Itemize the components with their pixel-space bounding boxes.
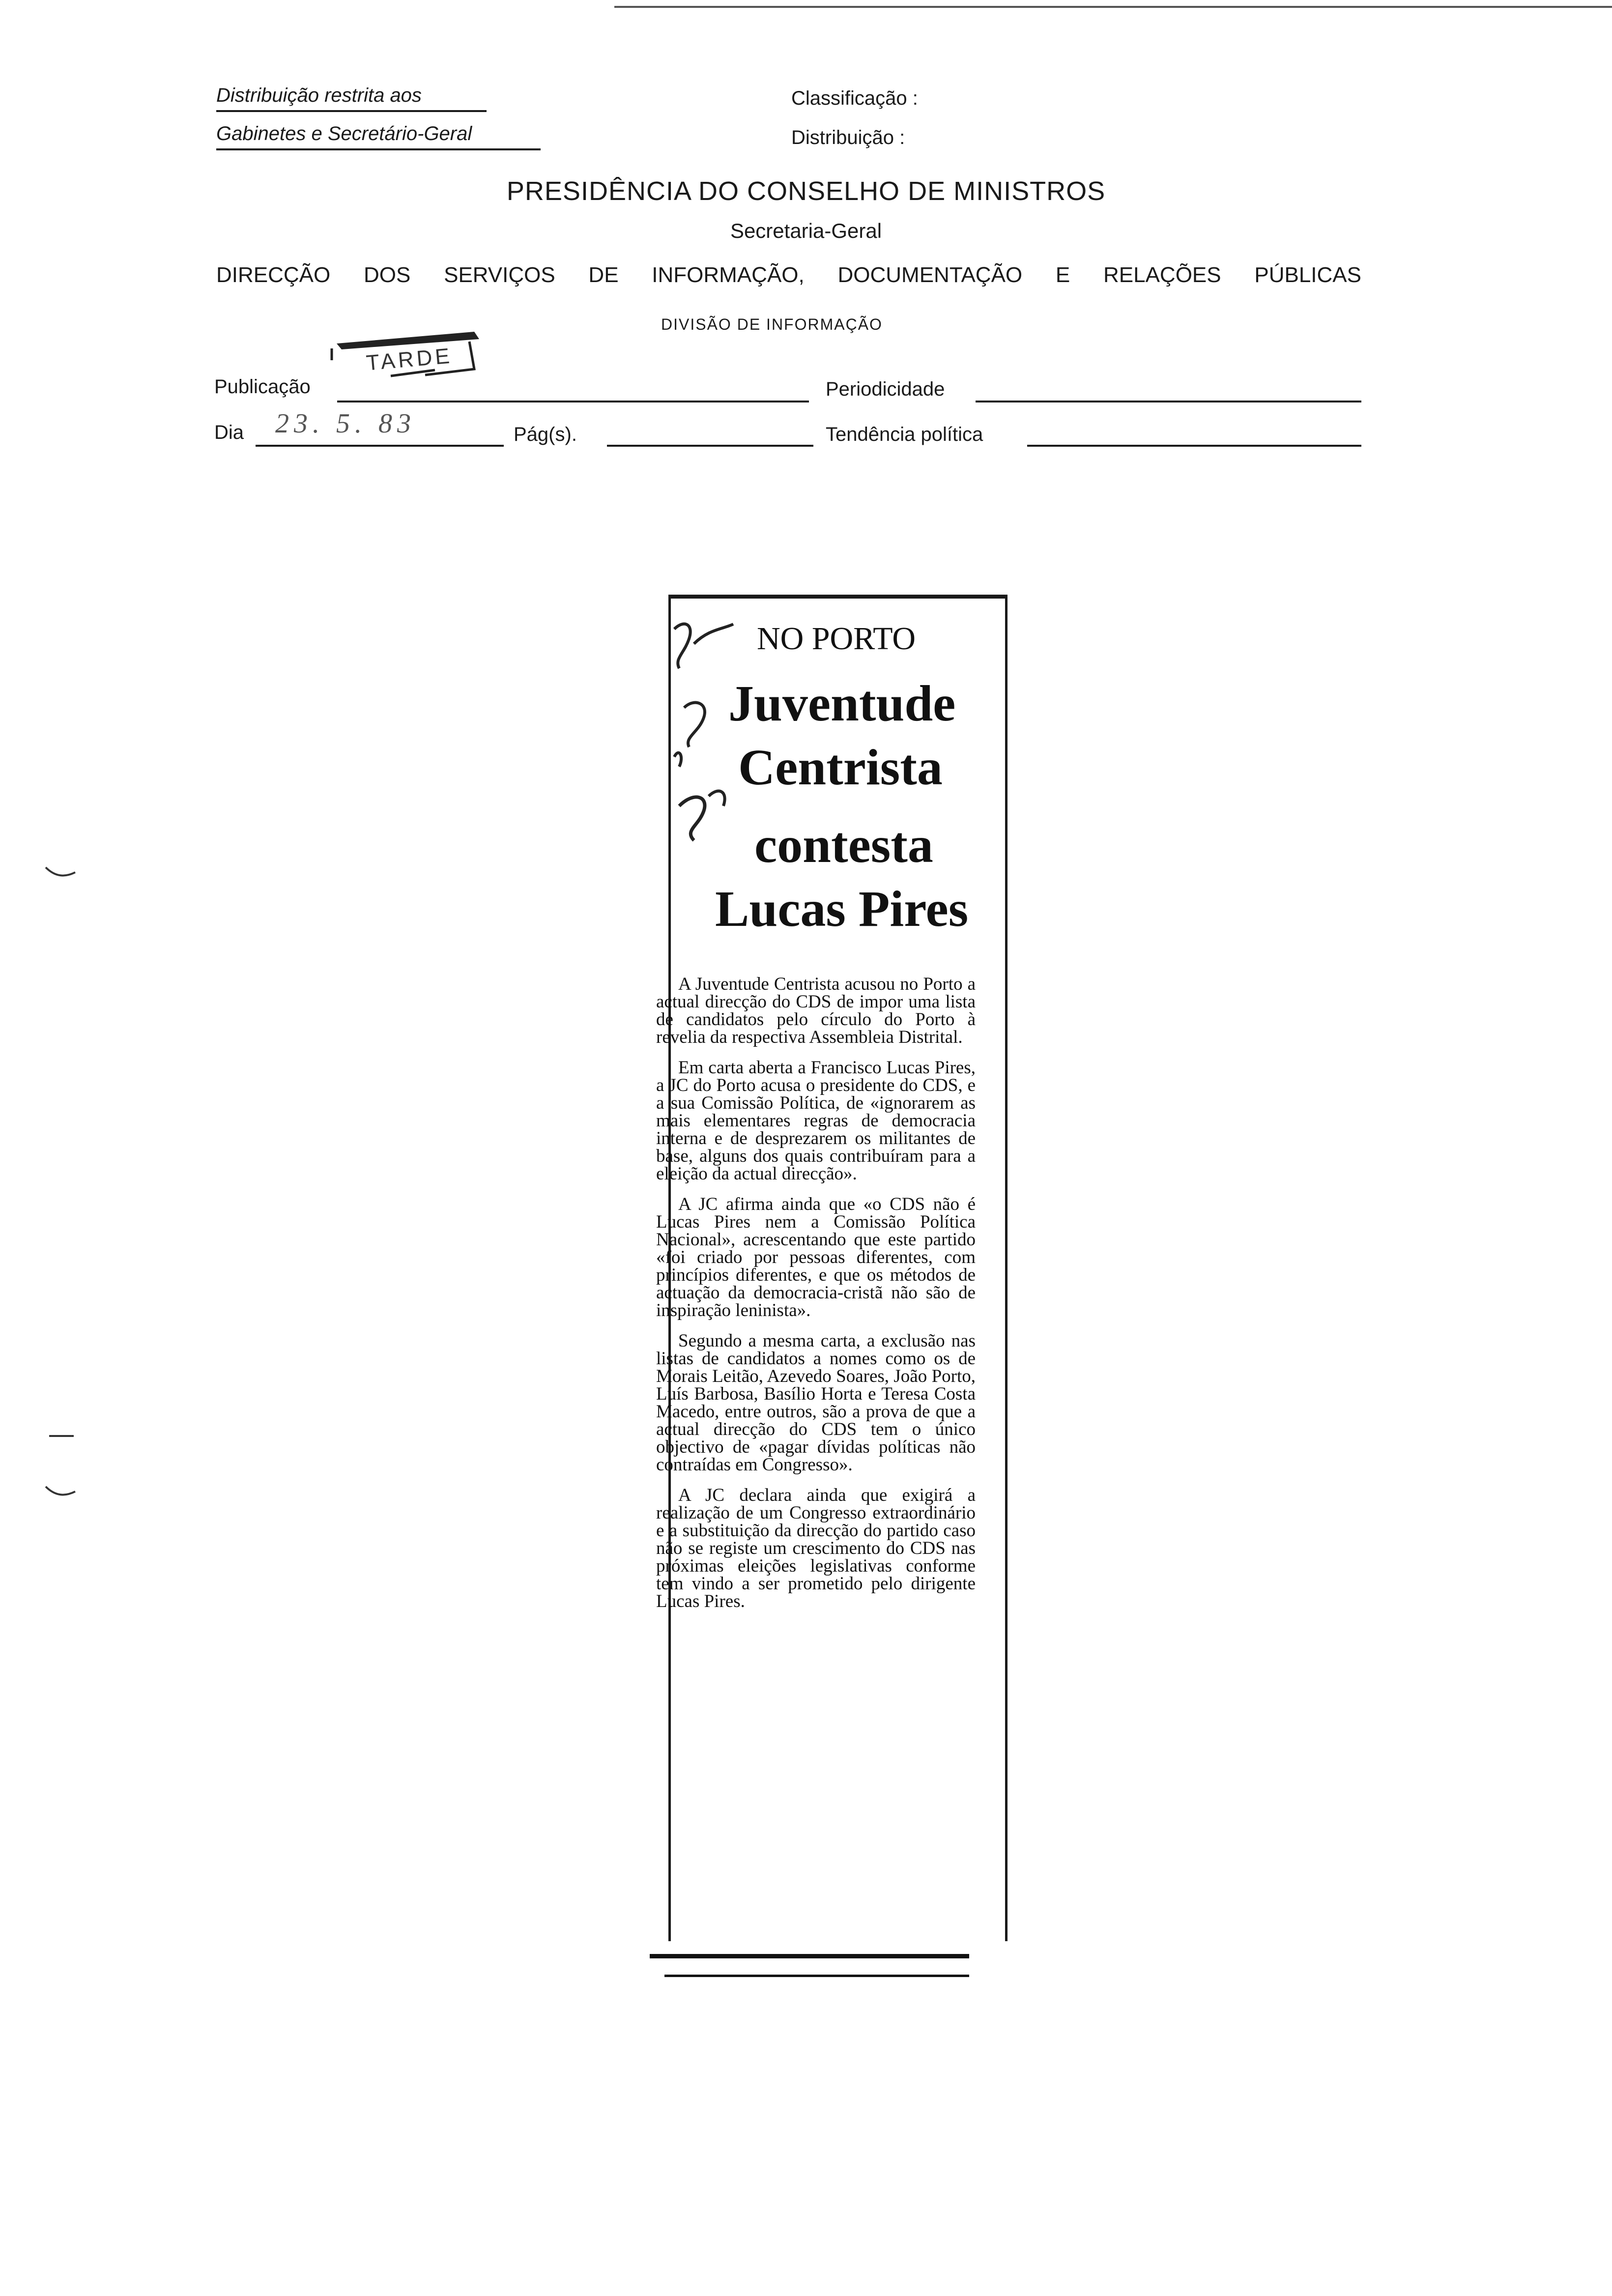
directorate-title: DIRECÇÃO DOS SERVIÇOS DE INFORMAÇÃO, DOCUMENTAÇÃO E RELAÇÕES PÚBLICAS xyxy=(216,263,1361,287)
day-value: 23. 5. 83 xyxy=(275,408,416,439)
margin-mark-2 xyxy=(49,1435,74,1442)
division-title: DIVISÃO DE INFORMAÇÃO xyxy=(661,316,883,333)
political-tendency-label: Tendência política xyxy=(826,424,983,445)
periodicity-field-line xyxy=(976,401,1361,402)
article-paragraph-3: A JC afirma ainda que «o CDS não é Lucas Pires nem a Comissão Política Nacional», acrescentando que este partido «foi criado por pessoas diferentes, com princípios diferentes, e que os métodos de actuação da democracia-cristã não são de inspiração leninista». xyxy=(656,1194,976,1320)
restricted-distribution-line1: Distribuição restrita aos xyxy=(216,85,422,106)
day-field-line xyxy=(256,445,504,447)
headline-line-3: contesta xyxy=(754,817,933,873)
classification-label: Classificação : xyxy=(791,87,918,109)
periodicity-label: Periodicidade xyxy=(826,378,945,400)
publication-stamp xyxy=(327,322,489,381)
handwritten-annotation xyxy=(664,609,738,855)
margin-mark-3 xyxy=(43,1484,78,1499)
publication-label: Publicação xyxy=(214,376,311,398)
restricted-underline-1 xyxy=(216,110,487,112)
political-tendency-field-line xyxy=(1027,445,1361,447)
secretariat-title: Secretaria-Geral xyxy=(730,219,882,242)
day-label: Dia xyxy=(214,422,244,443)
article-paragraph-4: Segundo a mesma carta, a exclusão nas listas de candidatos a nomes como os de Morais Leitão, Azevedo Soares, João Porto, Luís Barbosa, Basílio Horta e Teresa Costa Macedo, entre outros, são a prova de que a actual direcção do CDS tem o único objectivo de «pagar dívidas políticas não contraídas em Congresso». xyxy=(656,1331,976,1475)
clipping-kicker: NO PORTO xyxy=(757,621,916,657)
article-paragraph-2: Em carta aberta a Francisco Lucas Pires, a JC do Porto acusa o presidente do CDS, e a sua Comissão Política, de «ignorarem as mais elementares regras de democracia interna e de desprezarem os militantes de base, alguns dos quais contribuíram para a eleição da actual direcção». xyxy=(656,1058,976,1184)
restricted-distribution-line2: Gabinetes e Secretário-Geral xyxy=(216,123,472,144)
distribution-label: Distribuição : xyxy=(791,127,905,148)
stamp-text: TARDE xyxy=(365,344,454,375)
publication-field-line xyxy=(337,401,809,402)
pages-field-line xyxy=(607,445,813,447)
closing-rule-thick xyxy=(650,1954,969,1958)
article-body xyxy=(656,976,976,1623)
pages-label: Pág(s). xyxy=(514,424,577,445)
headline-line-2: Centrista xyxy=(738,739,943,796)
presidency-title: PRESIDÊNCIA DO CONSELHO DE MINISTROS xyxy=(506,176,1106,206)
restricted-underline-2 xyxy=(216,148,541,150)
closing-rule-thin xyxy=(664,1975,969,1977)
headline-line-4: Lucas Pires xyxy=(715,881,969,937)
headline-line-1: Juventude xyxy=(728,675,956,732)
top-edge-line xyxy=(614,6,1612,8)
article-paragraph-1: A Juventude Centrista acusou no Porto a actual direcção do CDS de impor uma lista de candidatos pelo círculo do Porto à revelia da respectiva Assembleia Distrital. xyxy=(656,974,976,1047)
margin-mark-1 xyxy=(43,865,78,880)
article-paragraph-5: A JC declara ainda que exigirá a realização de um Congresso extraordinário e a substituição da direcção do partido caso não se registe um crescimento do CDS nas próximas eleições legislativas conforme tem vindo a ser prometido pelo dirigente Lucas Pires. xyxy=(656,1485,976,1611)
